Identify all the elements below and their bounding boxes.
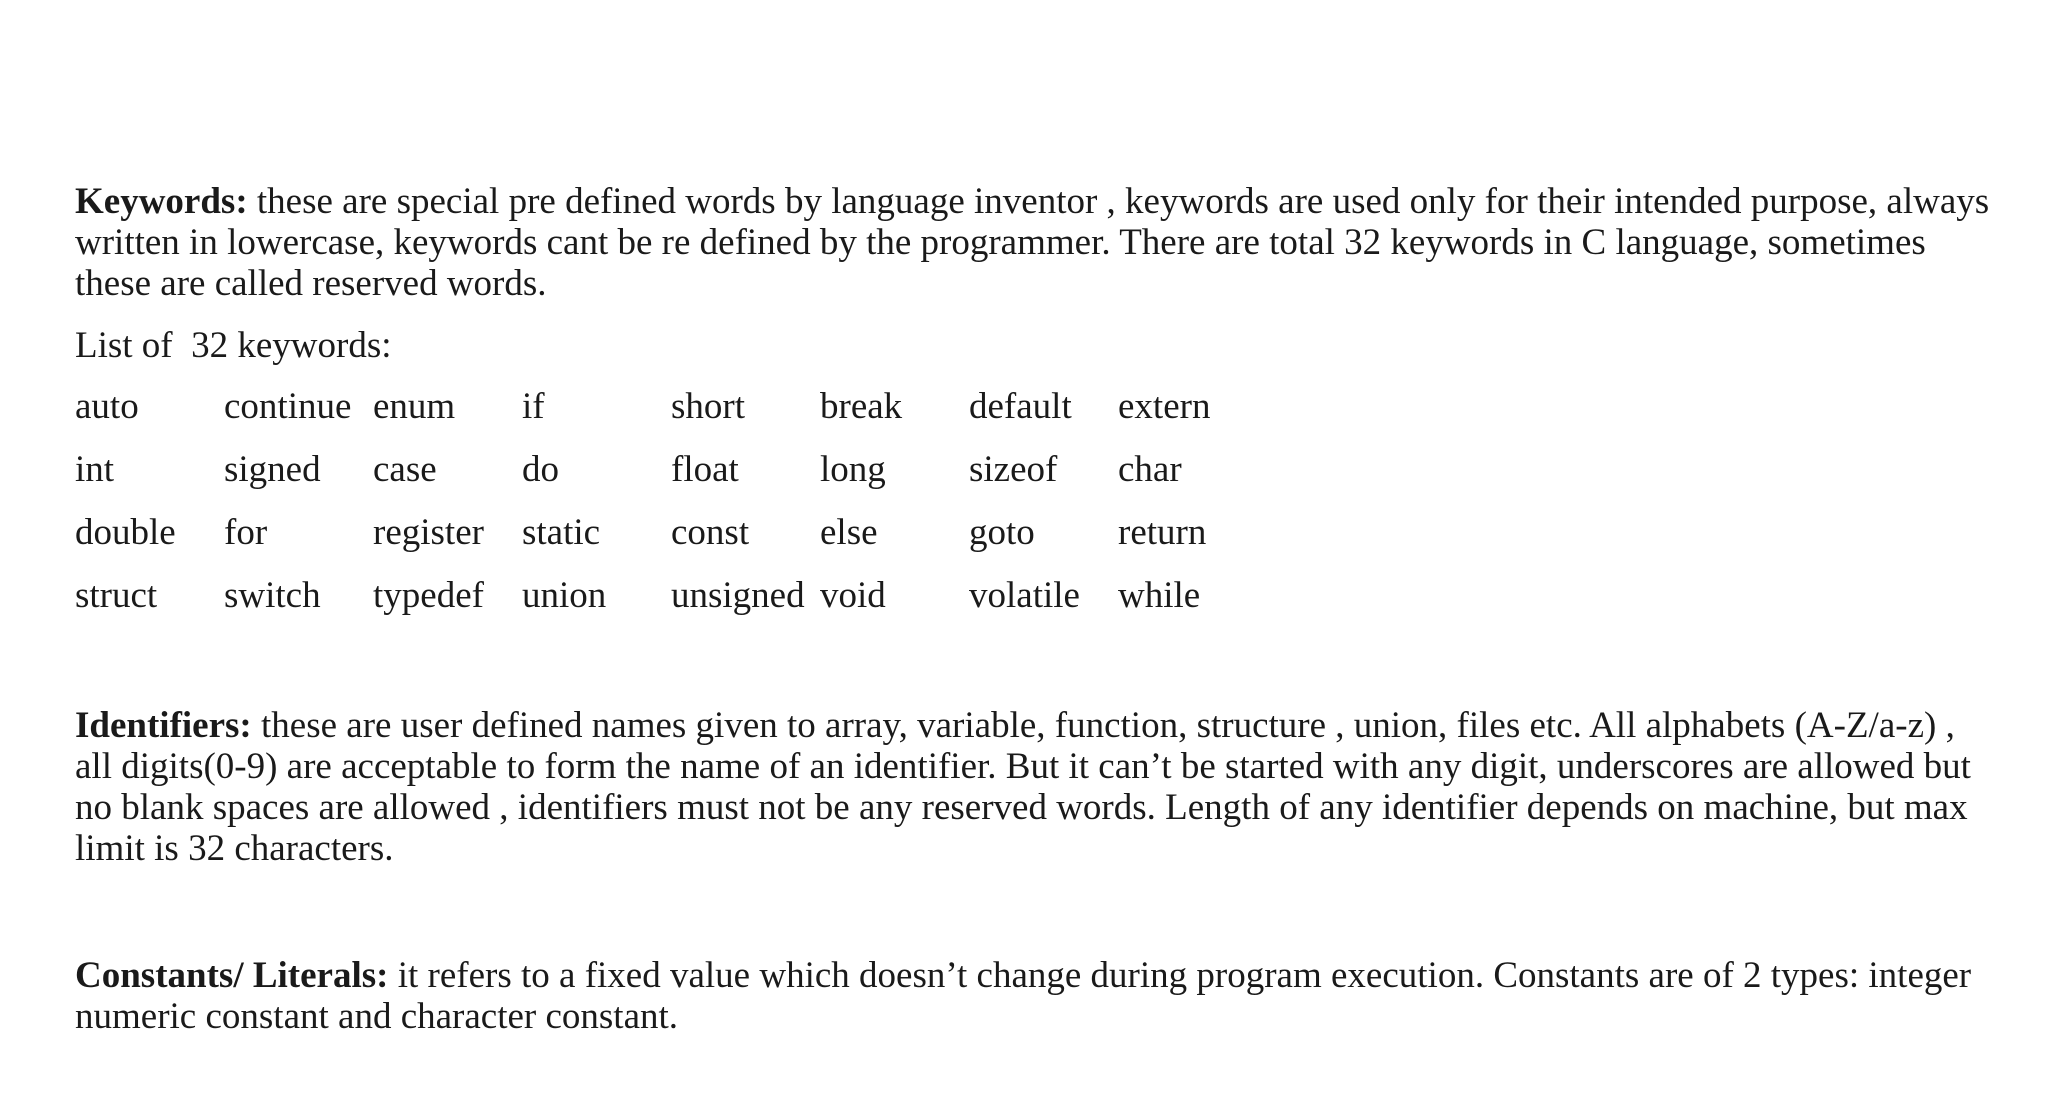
- keyword-cell: auto: [75, 386, 139, 427]
- identifiers-paragraph: [75, 705, 1995, 869]
- keyword-table-body: [75, 386, 1267, 638]
- keyword-cell: goto: [969, 512, 1035, 553]
- keyword-cell: enum: [373, 386, 456, 427]
- keyword-cell: if: [522, 386, 545, 427]
- keyword-row: [75, 449, 1267, 512]
- keyword-cell: default: [969, 386, 1072, 427]
- keyword-cell: break: [820, 386, 903, 427]
- constants-paragraph: [75, 955, 1995, 1037]
- keyword-cell: else: [820, 512, 878, 553]
- keyword-cell: return: [1118, 512, 1207, 553]
- keyword-cell: union: [522, 575, 607, 616]
- keyword-cell: do: [522, 449, 559, 490]
- keyword-cell: register: [373, 512, 484, 553]
- keyword-cell: case: [373, 449, 437, 490]
- keyword-cell: sizeof: [969, 449, 1058, 490]
- keyword-cell: char: [1118, 449, 1182, 490]
- keyword-cell: float: [671, 449, 739, 490]
- keywords-paragraph: [75, 181, 1995, 304]
- keyword-cell: struct: [75, 575, 158, 616]
- keyword-list-heading: List of 32 keywords:: [75, 325, 392, 366]
- keyword-cell: for: [224, 512, 268, 553]
- keyword-table: [75, 386, 1267, 638]
- keyword-row: [75, 575, 1267, 638]
- keyword-cell: while: [1118, 575, 1201, 616]
- keyword-cell: double: [75, 512, 176, 553]
- identifiers-description: these are user defined names given to array, variable, function, structure , union, files etc. All alphabets (A-Z/a-z) , all digits(0-9) are acceptable to form the name of an identifier. But it can’t be started with any digit, underscores are allowed but no blank spaces are allowed , identifiers must not be any reserved words. Length of any identifier depends on machine, but max limit is 32 characters.: [75, 705, 1971, 869]
- keyword-cell: extern: [1118, 386, 1211, 427]
- constants-term: Constants/ Literals:: [75, 955, 389, 996]
- keyword-cell: short: [671, 386, 745, 427]
- keyword-cell: unsigned: [671, 575, 805, 616]
- keyword-cell: typedef: [373, 575, 484, 616]
- constants-description: it refers to a fixed value which doesn’t change during program execution. Constants are of 2 types: integer numeric constant and character constant.: [75, 955, 1972, 1037]
- keyword-cell: volatile: [969, 575, 1080, 616]
- keyword-cell: const: [671, 512, 750, 553]
- keyword-cell: signed: [224, 449, 321, 490]
- keyword-cell: static: [522, 512, 601, 553]
- keyword-cell: void: [820, 575, 886, 616]
- keyword-cell: continue: [224, 386, 352, 427]
- identifiers-term: Identifiers:: [75, 705, 252, 746]
- keyword-row: [75, 512, 1267, 575]
- keyword-cell: int: [75, 449, 115, 490]
- keyword-cell: long: [820, 449, 886, 490]
- keywords-description: these are special pre defined words by language inventor , keywords are used only for their intended purpose, always written in lowercase, keywords cant be re defined by the programmer. There are total 32 keywords in C language, sometimes these are called reserved words.: [75, 181, 1990, 304]
- keywords-term: Keywords:: [75, 181, 248, 222]
- keyword-cell: switch: [224, 575, 321, 616]
- keyword-row: [75, 386, 1267, 449]
